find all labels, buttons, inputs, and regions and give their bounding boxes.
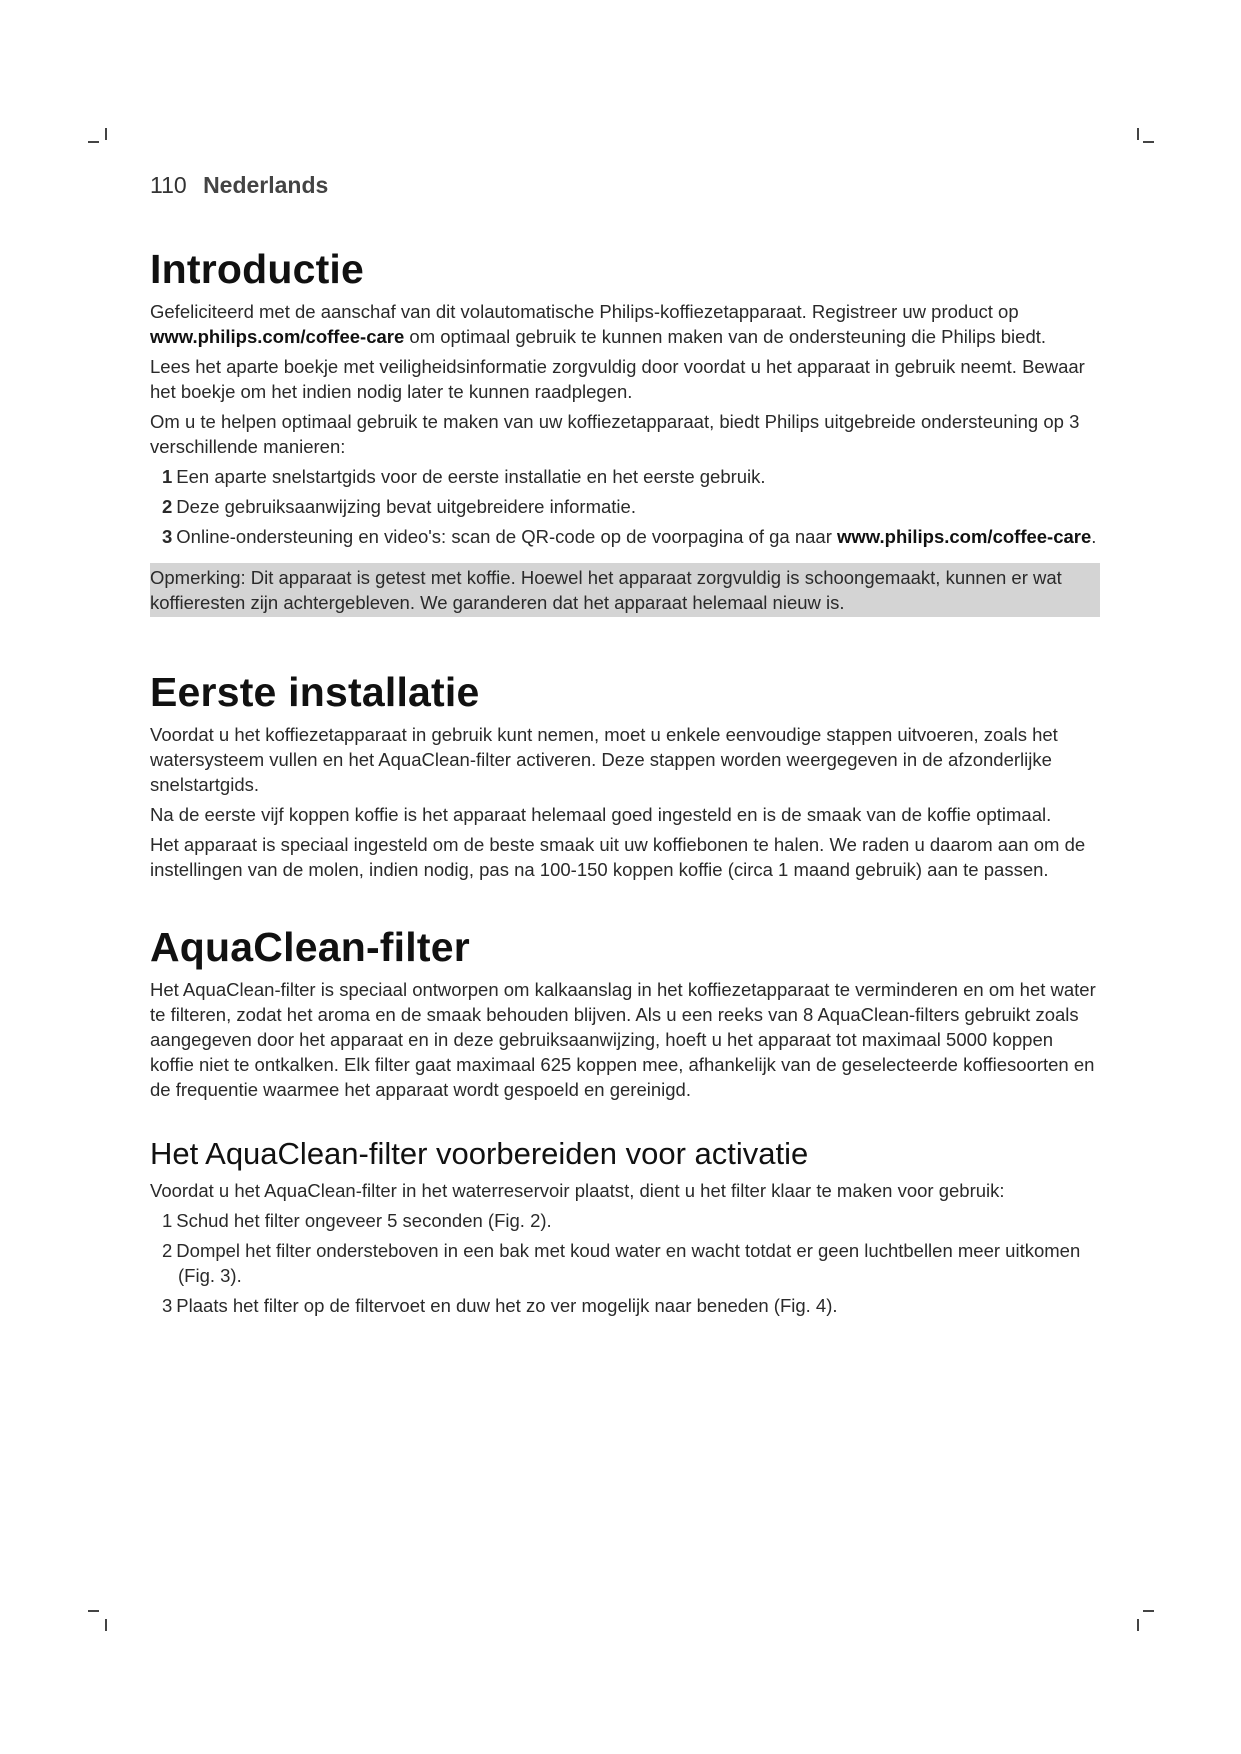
- crop-mark: [1137, 128, 1139, 140]
- prepare-section: [150, 1136, 1100, 1318]
- intro-paragraph-1: Gefeliciteerd met de aanschaf van dit volautomatische Philips-koffiezetapparaat. Registreer uw product op www.philips.com/coffee-care om optimaal gebruik te kunnen maken van de ondersteuning die Philips biedt.: [150, 301, 1047, 347]
- aquaclean-title: AquaClean-filter: [150, 924, 470, 970]
- list-item: 2 Deze gebruiksaanwijzing bevat uitgebreidere informatie.: [162, 496, 636, 517]
- list-item: 1 Schud het filter ongeveer 5 seconden (Fig. 2).: [162, 1210, 552, 1231]
- aquaclean-paragraph-1: Het AquaClean-filter is speciaal ontworpen om kalkaanslag in het koffiezetapparaat te verminderen en om het water te filteren, zodat het aroma en de smaak behouden blijven. Als u een reeks van 8 AquaClean-filters gebruikt zoals aangegeven door het apparaat en in deze gebruiksaanwijzing, hoeft u het apparaat tot maximaal 5000 koppen koffie niet te ontkalken. Elk filter gaat maximaal 625 koppen mee, afhankelijk van de geselecteerde koffiesoorten en de frequentie waarmee het apparaat wordt gespoeld en gereinigd.: [150, 979, 1096, 1100]
- crop-mark: [88, 141, 99, 143]
- list-item: 3 Online-ondersteuning en video's: scan de QR-code op de voorpagina of ga naar www.philips.com/coffee-care.: [162, 526, 1097, 547]
- intro-section: [150, 246, 1100, 617]
- intro-paragraph-3: Om u te helpen optimaal gebruik te maken van uw koffiezetapparaat, biedt Philips uitgebreide ondersteuning op 3 verschillende manieren:: [150, 411, 1080, 457]
- install-title: Eerste installatie: [150, 669, 480, 715]
- crop-mark: [105, 128, 107, 140]
- crop-mark: [1137, 1619, 1139, 1631]
- intro-paragraph-2: Lees het aparte boekje met veiligheidsinformatie zorgvuldig door voordat u het apparaat in gebruik neemt. Bewaar het boekje om het indien nodig later te kunnen raadplegen.: [150, 356, 1085, 402]
- list-item: 3 Plaats het filter op de filtervoet en duw het zo ver mogelijk naar beneden (Fig. 4).: [162, 1295, 838, 1316]
- philips-link[interactable]: www.philips.com/coffee-care: [837, 526, 1092, 547]
- note-box: Opmerking: Dit apparaat is getest met koffie. Hoewel het apparaat zorgvuldig is schoongemaakt, kunnen er wat koffieresten zijn achtergebleven. We garanderen dat het apparaat helemaal nieuw is.: [150, 563, 1100, 617]
- aquaclean-section: [150, 924, 1100, 1102]
- page-number: 110: [150, 172, 187, 198]
- prepare-title: Het AquaClean-filter voorbereiden voor activatie: [150, 1136, 809, 1171]
- install-paragraph-2: Na de eerste vijf koppen koffie is het apparaat helemaal goed ingesteld en is de smaak van de koffie optimaal.: [150, 804, 1052, 825]
- install-paragraph-3: Het apparaat is speciaal ingesteld om de beste smaak uit uw koffiebonen te halen. We raden u daarom aan om de instellingen van de molen, indien nodig, pas na 100-150 koppen koffie (circa 1 maand gebruik) aan te passen.: [150, 834, 1086, 880]
- install-paragraph-1: Voordat u het koffiezetapparaat in gebruik kunt nemen, moet u enkele eenvoudige stappen uitvoeren, zoals het watersysteem vullen en het AquaClean-filter activeren. Deze stappen worden weergegeven in de afzonderlijke snelstartgids.: [150, 724, 1058, 795]
- philips-link[interactable]: www.philips.com/coffee-care: [150, 326, 405, 347]
- prepare-paragraph-1: Voordat u het AquaClean-filter in het waterreservoir plaatst, dient u het filter klaar te maken voor gebruik:: [150, 1180, 1005, 1201]
- list-item: 1 Een aparte snelstartgids voor de eerste installatie en het eerste gebruik.: [162, 466, 766, 487]
- intro-title: Introductie: [150, 246, 365, 292]
- crop-mark: [88, 1610, 99, 1612]
- install-section: [150, 669, 1100, 882]
- list-item: 2 Dompel het filter ondersteboven in een bak met koud water en wacht totdat er geen luchtbellen meer uitkomen (Fig. 3).: [162, 1240, 1081, 1286]
- page-content: [150, 246, 1100, 1323]
- crop-mark: [1143, 1610, 1154, 1612]
- page-header: [150, 172, 328, 199]
- crop-mark: [105, 1619, 107, 1631]
- language-label: Nederlands: [203, 172, 329, 198]
- crop-mark: [1143, 141, 1154, 143]
